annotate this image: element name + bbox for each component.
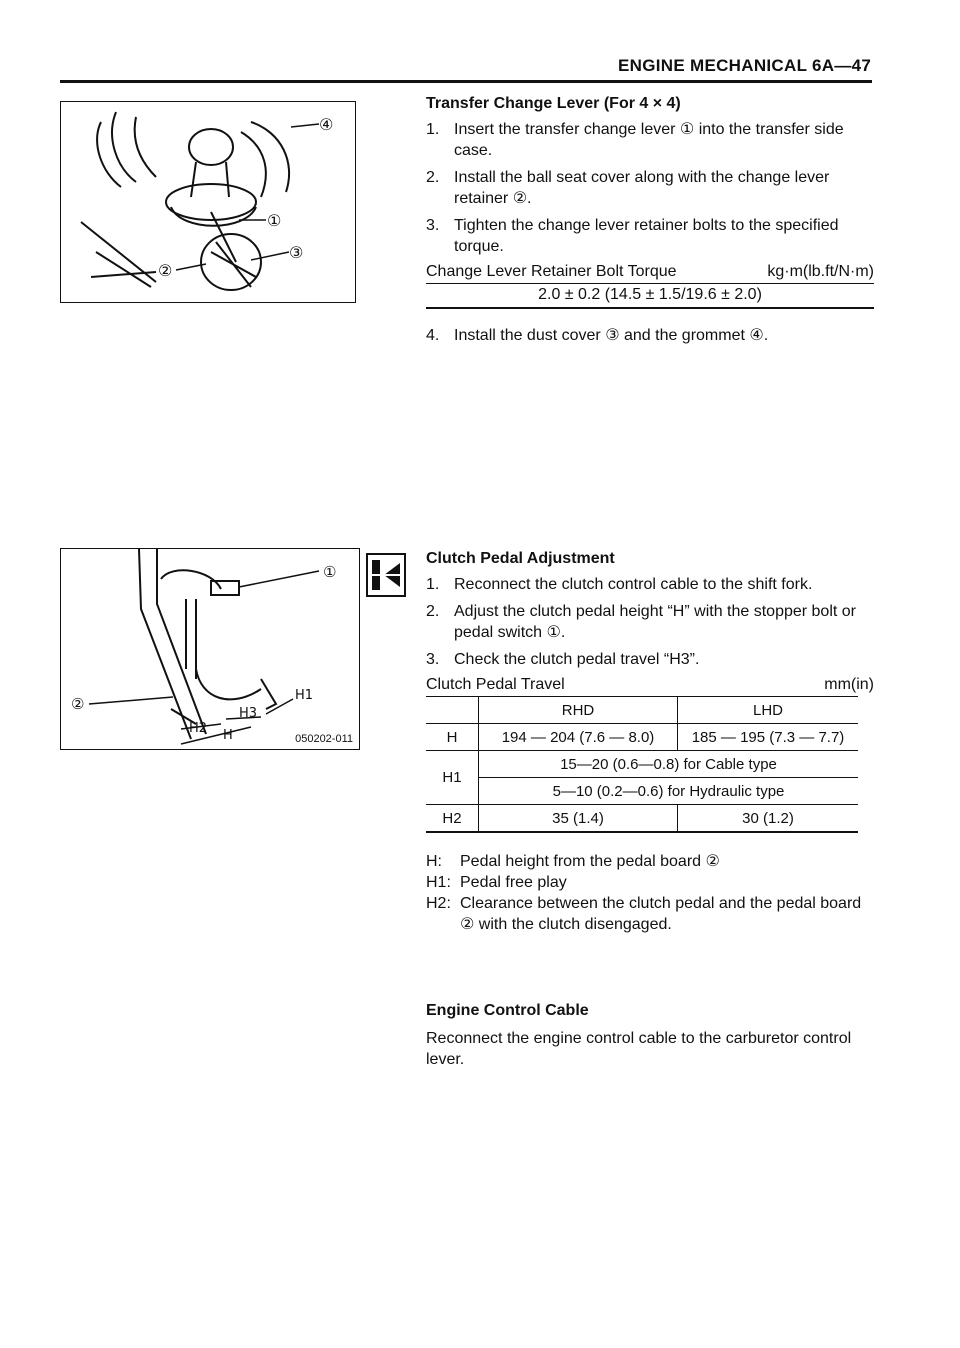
transfer-lever-illustration <box>61 102 355 302</box>
step-text: Insert the transfer change lever ① into the transfer side case. <box>454 121 844 159</box>
legend-item <box>426 872 874 893</box>
transfer-step-1 <box>426 119 874 161</box>
table-row-h2 <box>426 805 858 833</box>
table-cell: 15—20 (0.6—0.8) for Cable type <box>479 751 859 778</box>
legend-label: H1: <box>426 874 451 891</box>
step-number: 4. <box>426 327 440 344</box>
torque-spec-label: Change Lever Retainer Bolt Torque <box>426 263 677 280</box>
legend-item <box>426 893 874 935</box>
legend-item <box>426 851 874 872</box>
label-h: H <box>223 728 233 743</box>
transfer-lever-figure <box>60 101 356 303</box>
table-cell: 30 (1.2) <box>678 805 859 833</box>
legend-label: H2: <box>426 895 451 912</box>
table-cell: 194 — 204 (7.6 — 8.0) <box>479 724 678 751</box>
table-cell: H <box>426 724 479 751</box>
step-text: Adjust the clutch pedal height “H” with the stopper bolt or pedal switch ①. <box>454 603 856 641</box>
page-header-title: ENGINE MECHANICAL 6A—47 <box>618 56 872 75</box>
clutch-pedal-illustration <box>61 549 359 749</box>
table-header-lhd: LHD <box>678 697 859 724</box>
table-row-h <box>426 724 858 751</box>
legend <box>426 851 874 935</box>
table-cell: 5—10 (0.2—0.6) for Hydraulic type <box>479 778 859 805</box>
travel-spec-header <box>426 676 874 694</box>
spec-rule-bottom <box>426 307 874 309</box>
table-cell <box>426 697 479 724</box>
clutch-step-1 <box>426 574 874 595</box>
transfer-step-2 <box>426 167 874 209</box>
step-text: Tighten the change lever retainer bolts to the specified torque. <box>454 217 839 255</box>
header-rule <box>60 80 872 83</box>
table-row-h1-cable <box>426 751 858 778</box>
step-number: 3. <box>426 651 440 668</box>
travel-label: Clutch Pedal Travel <box>426 676 565 693</box>
legend-text: Pedal height from the pedal board ② <box>460 853 720 870</box>
clutch-pedal-title: Clutch Pedal Adjustment <box>426 550 615 567</box>
figure-code: 050202-011 <box>295 733 353 745</box>
step-number: 2. <box>426 603 440 620</box>
table-cell: H2 <box>426 805 479 833</box>
transfer-lever-title: Transfer Change Lever (For 4 × 4) <box>426 95 681 112</box>
clutch-step-3 <box>426 649 874 670</box>
callout-1: ① <box>323 563 337 581</box>
step-number: 2. <box>426 169 440 186</box>
step-text: Install the ball seat cover along with the change lever retainer ②. <box>454 169 830 207</box>
table-header-rhd: RHD <box>479 697 678 724</box>
transfer-lever-section <box>426 95 874 352</box>
step-number: 1. <box>426 576 440 593</box>
callout-4: ④ <box>319 115 334 134</box>
label-h3: H3 <box>239 706 258 721</box>
callout-3: ③ <box>289 243 304 262</box>
step-number: 1. <box>426 121 440 138</box>
table-cell: 185 — 195 (7.3 — 7.7) <box>678 724 859 751</box>
clutch-pedal-section <box>426 550 874 935</box>
table-row-h1-hydraulic <box>426 778 858 805</box>
engine-cable-title: Engine Control Cable <box>426 1002 589 1019</box>
legend-text: Clearance between the clutch pedal and the pedal board ② with the clutch disengaged. <box>460 895 862 933</box>
label-h2: H2 <box>189 721 208 736</box>
table-cell: 35 (1.4) <box>479 805 678 833</box>
table-cell: H1 <box>426 751 479 805</box>
clutch-step-2 <box>426 601 874 643</box>
table-header-row <box>426 697 858 724</box>
engine-cable-text: Reconnect the engine control cable to the carburetor control lever. <box>426 1030 852 1068</box>
transfer-step-4 <box>426 325 874 346</box>
label-h1: H1 <box>295 688 314 703</box>
adjustment-icon <box>366 553 406 597</box>
transfer-step-3 <box>426 215 874 257</box>
callout-2: ② <box>158 261 173 280</box>
torque-spec-value: 2.0 ± 0.2 (14.5 ± 1.5/19.6 ± 2.0) <box>538 286 762 303</box>
callout-1: ① <box>267 211 282 230</box>
step-number: 3. <box>426 217 440 234</box>
step-text: Reconnect the clutch control cable to the shift fork. <box>454 576 813 593</box>
step-text: Check the clutch pedal travel “H3”. <box>454 651 700 668</box>
clutch-pedal-figure <box>60 548 360 750</box>
step-text: Install the dust cover ③ and the grommet ④. <box>454 327 769 344</box>
legend-text: Pedal free play <box>460 874 567 891</box>
engine-cable-section <box>426 1002 874 1070</box>
callout-2: ② <box>71 695 85 713</box>
torque-spec-header <box>426 263 874 281</box>
travel-unit: mm(in) <box>824 676 874 693</box>
torque-spec-unit: kg·m(lb.ft/N·m) <box>767 263 874 280</box>
legend-label: H: <box>426 853 442 870</box>
pedal-travel-table <box>426 696 858 833</box>
